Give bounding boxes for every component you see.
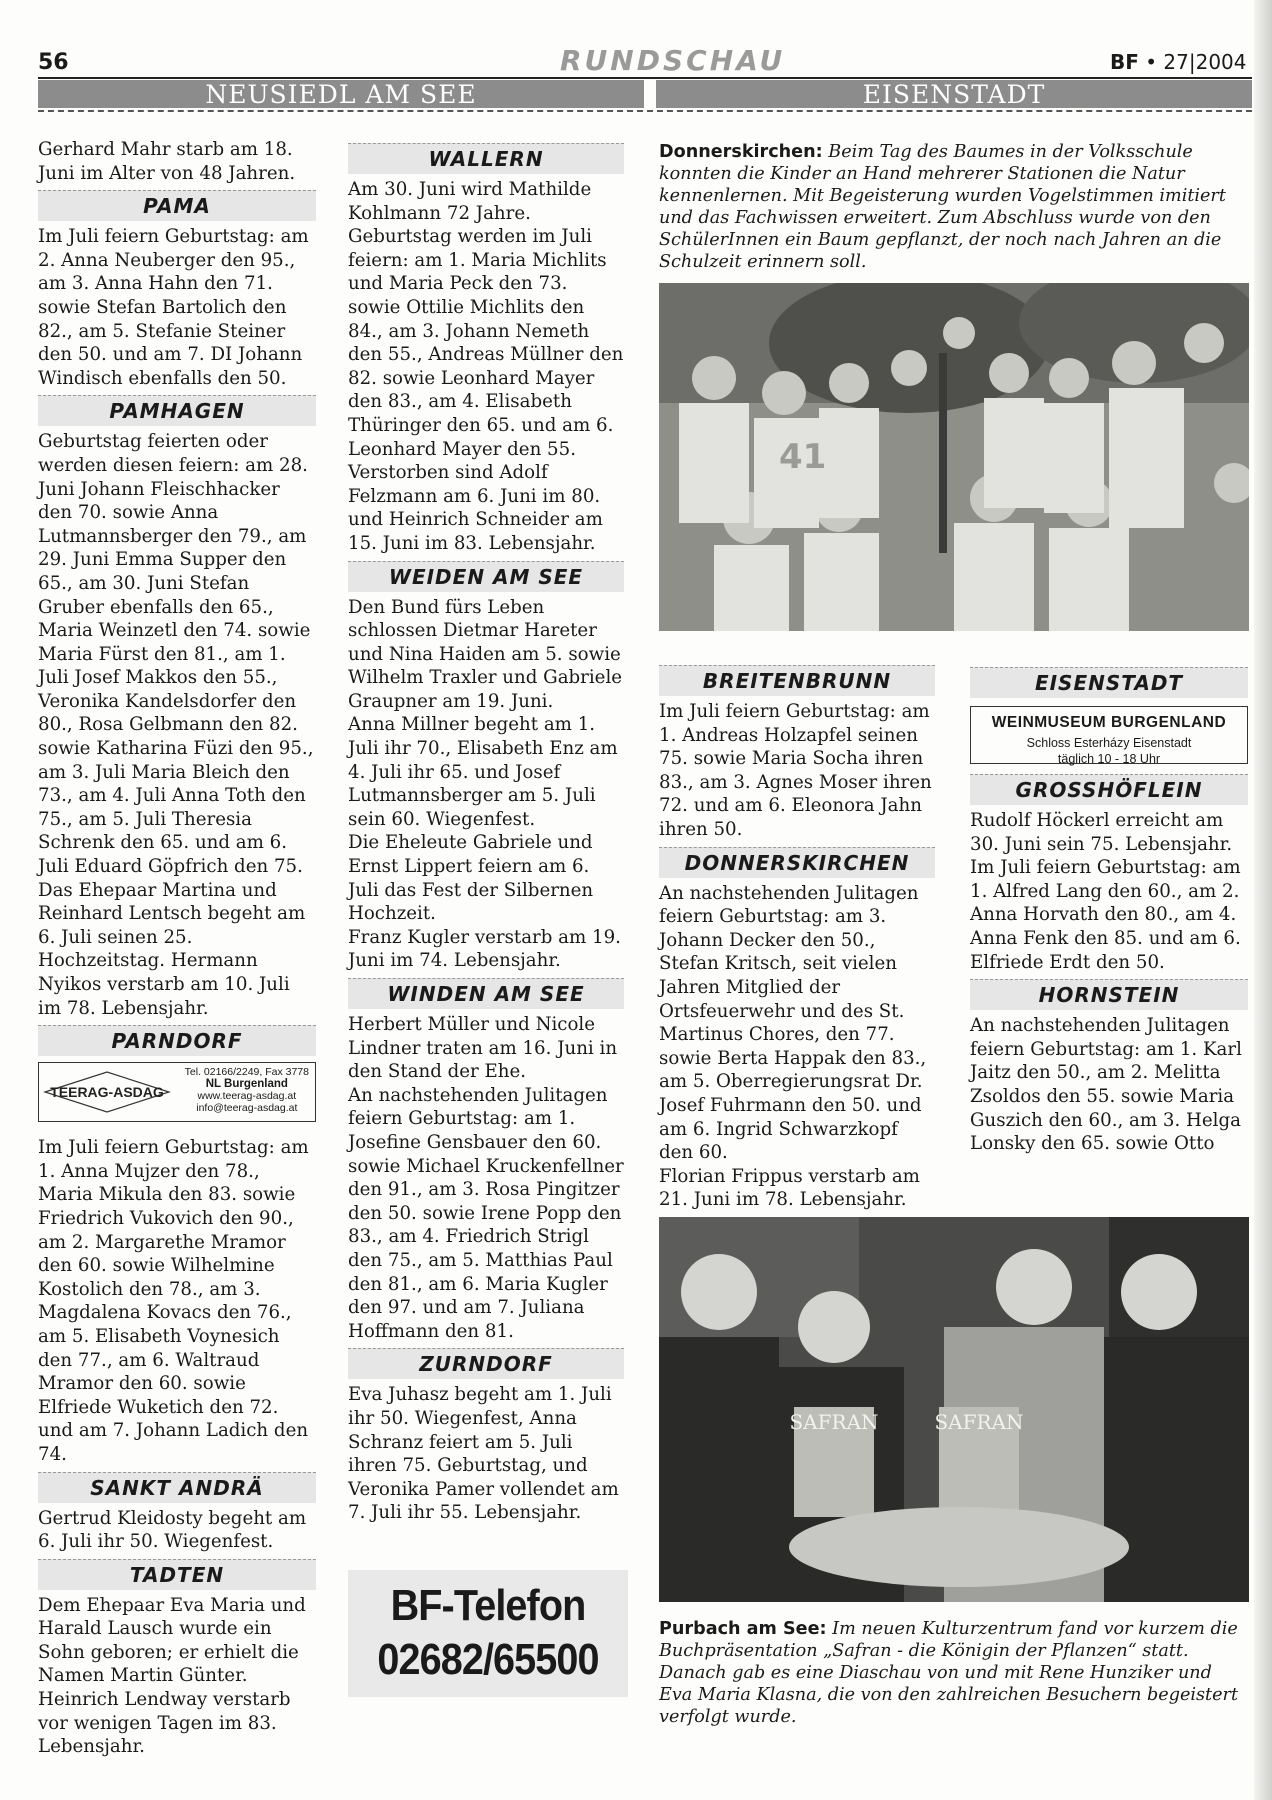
photo-children-tree-planting [659,283,1249,631]
article-text: An nachstehenden Julitagen feiern Geburtstag: am 1. Karl Jaitz den 50., am 2. Melitta Zsoldos den 55. sowie Maria Guszich den 60., am 3. Helga Lonsky den 65. sowie Otto [970,1015,1242,1155]
column-3 [659,660,935,1212]
weinmuseum-location: Schloss Esterházy Eisenstadt [1026,735,1192,750]
header-rule [38,77,1252,79]
region-band-left: NEUSIEDL AM SEE [38,80,644,108]
section-heading-parndorf: PARNDORF [38,1025,316,1056]
article-text: Dem Ehepaar Eva Maria und Harald Lausch wurde ein Sohn geboren; er erhielt die Namen Martin Günter. [38,1594,306,1687]
weinmuseum-ad [970,706,1248,764]
section-heading-grosshoeflein: GROSSHÖFLEIN [970,774,1248,805]
article-text: Den Bund fürs Leben schlossen Dietmar Hareter und Nina Haiden am 5. sowie Wilhelm Traxler und Gabriele Graupner am 19. Juni. [348,596,623,712]
issue-info [1110,50,1247,74]
weinmuseum-title: WEINMUSEUM BURGENLAND [991,714,1227,731]
caption-place: Donnerskirchen: [659,142,823,162]
teerag-branch: NL Burgenland [205,1078,288,1091]
section-heading-winden: WINDEN AM SEE [348,978,624,1009]
section-heading-sankt-andra: SANKT ANDRÄ [38,1472,316,1503]
masthead: RUNDSCHAU [560,44,786,77]
region-band-right: EISENSTADT [656,80,1252,108]
article-text: Im Juli feiern Geburtstag: am 1. Alfred Lang den 60., am 2. Anna Horvath den 80., am 4. Anna Fenk den 85. und am 6. Elfriede Erdt den 50. [970,857,1241,973]
bf-telefon-number: 02682/65500 [377,1635,599,1684]
teerag-ad [38,1062,316,1122]
book-title-left: SAFRAN [789,1410,879,1434]
article-text: Verstorben sind Adolf Felzmann am 6. Juni im 80. und Heinrich Schneider am 15. Juni im 83. Lebensjahr. [348,462,603,554]
article-text: Am 30. Juni wird Mathilde Kohlmann 72 Jahre. [348,179,592,224]
article-text: An nachstehenden Julitagen feiern Geburtstag: am 1. Josefine Gensbauer den 60. sowie Michael Kruckenfellner den 91., am 3. Rosa Pingitzer den 50. sowie Irene Popp den 83., am 4. Friedrich Strigl den 75., am 5. Matthias Paul den 81., am 6. Maria Kugler den 97. und am 7. Juliana Hoffmann den 81. [348,1084,624,1342]
section-heading-wallern: WALLERN [348,143,624,174]
caption-text: Im neuen Kulturzentrum fand vor kurzem die Buchpräsentation „Safran - die Königin der Pflanzen“ statt. Danach gab es eine Diaschau von und mit Rene Hunziker und Eva Maria Klasna, die von den zahlreichen Besuchern begeistert verfolgt wurde. [659,1619,1239,1727]
article-text: Im Juli feiern Geburtstag: am 1. Andreas Holzapfel seinen 75. sowie Maria Socha ihren 83., am 3. Agnes Moser ihren 72. und am 6. Eleonora Jahn ihren 50. [659,701,932,840]
weinmuseum-hours: täglich 10 - 18 Uhr [1057,751,1161,766]
article-text: Gerhard Mahr starb am 18. Juni im Alter von 48 Jahren. [38,139,296,184]
publication-name: BF [1110,50,1139,74]
article-text: Florian Frippus verstarb am 21. Juni im 78. Lebensjahr. [659,1165,920,1211]
caption-text: Beim Tag des Baumes in der Volksschule konnten die Kinder an Hand mehrerer Stationen die Natur kennenlernen. Mit Begeisterung wurden Vogelstimmen imitiert und das Fachwissen erweitert. Zum Abschluss wurde von den SchülerInnen ein Baum gepflanzt, der noch nach Jahren an die Schulzeit erinnern soll. [659,142,1226,272]
section-heading-zurndorf: ZURNDORF [348,1348,624,1379]
section-heading-weiden: WEIDEN AM SEE [348,561,624,592]
section-heading-breitenbrunn: BREITENBRUNN [659,665,935,696]
photo-caption-top [659,141,1249,273]
article-text: Geburtstag feierten oder werden diesen feiern: am 28. Juni Johann Fleischhacker den 70. sowie Anna Lutmannsberger den 79., am 29. Juni Emma Supper den 65., am 30. Juni Stefan Gruber ebenfalls den 65., Maria Weinzetl den 74. sowie Maria Fürst den 81., am 1. Juli Josef Makkos den 55., Veronika Kandelsdorfer den 80., Rosa Gelbmann den 82. sowie Katharina Füzi den 95., am 3. Juli Maria Bleich den 73., am 4. Juli Anna Toth den 75., am 5. Juli Theresia Schrenk den 65. und am 6. Juli Eduard Göpfrich den 75. Das Ehepaar Martina und Reinhard Lentsch begeht am 6. Juli seinen 25. Hochzeitstag. Hermann Nyikos verstarb am 10. Juli im 78. Lebensjahr. [38,431,314,1019]
teerag-web: www.teerag-asdag.at [197,1090,297,1103]
column-2 [348,138,624,1525]
svg-text:41: 41 [779,437,827,477]
bf-telefon-label: BF-Telefon [390,1581,586,1630]
photo-book-presentation [659,1217,1249,1602]
photo-caption-bottom [659,1618,1249,1728]
section-heading-donnerskirchen: DONNERSKIRCHEN [659,847,935,878]
header-dashed-rule [38,110,1252,112]
page-number: 56 [38,50,69,75]
article-text: Herbert Müller und Nicole Lindner traten am 16. Juni in den Stand der Ehe. [348,1014,618,1083]
teerag-logo-text: TEERAG-ASDAG [50,1084,164,1101]
article-text: An nachstehenden Julitagen feiern Geburtstag: am 3. Johann Decker den 50., Stefan Kritsch, seit vielen Jahren Mitglied der Ortsfeuerwehr und des St. Martinus Chores, den 77. sowie Berta Happak den 83., am 5. Oberregierungsrat Dr. Josef Fuhrmann den 50. und am 6. Ingrid Schwarzkopf den 60. [659,882,927,1164]
section-heading-eisenstadt: EISENSTADT [970,667,1248,698]
article-text: Heinrich Lendway verstarb vor wenigen Tagen im 83. Lebensjahr. [38,1689,291,1758]
article-text: Rudolf Höckerl erreicht am 30. Juni sein 75. Lebensjahr. [970,810,1233,855]
teerag-email: info@teerag-asdag.at [196,1102,298,1115]
page-edge-shadow [1254,0,1272,1800]
group-photo-image [659,283,1249,631]
book-title-right: SAFRAN [934,1410,1024,1434]
caption-place: Purbach am See: [659,1619,827,1639]
bf-telefon-box [348,1570,628,1697]
teerag-phone: Tel. 02166/2249, Fax 3778 [184,1066,309,1079]
column-4 [970,662,1248,1156]
article-text: Gertrud Kleidosty begeht am 6. Juli ihr 50. Wiegenfest. [38,1507,307,1553]
article-text: Eva Juhasz begeht am 1. Juli ihr 50. Wiegenfest, Anna Schranz feiert am 5. Juli ihren 75. Geburtstag, und Veronika Pamer vollendet am 7. Juli ihr 55. Lebensjahr. [348,1384,619,1524]
article-text: Anna Millner begeht am 1. Juli ihr 70., Elisabeth Enz am 4. Juli ihr 65. und Josef Lutmannsberger am 5. Juli sein 60. Wiegenfest. [348,714,618,830]
book-presentation-image [659,1217,1249,1602]
article-text: Im Juli feiern Geburtstag: am 1. Anna Mujzer den 78., Maria Mikula den 83. sowie Friedrich Vukovich den 90., am 2. Margarethe Mramor den 60. sowie Wilhelmine Kostolich den 78., am 3. Magdalena Kovacs den 76., am 5. Elisabeth Voynesich den 77., am 6. Waltraud Mramor den 60. sowie Elfriede Wuketich den 72. und am 7. Johann Ladich den 74. [38,1137,309,1465]
issue-separator-icon: • [1145,50,1164,74]
section-heading-tadten: TADTEN [38,1559,316,1590]
article-text: Die Eheleute Gabriele und Ernst Lippert feiern am 6. Juli das Fest der Silbernen Hochzeit. [348,832,594,925]
section-heading-hornstein: HORNSTEIN [970,979,1248,1010]
teerag-logo-icon [43,1070,171,1114]
column-1 [38,138,316,1759]
issue-number: 27|2004 [1163,50,1247,74]
article-text: Franz Kugler verstarb am 19. Juni im 74. Lebensjahr. [348,926,621,972]
section-heading-pamhagen: PAMHAGEN [38,395,316,426]
section-heading-pama: PAMA [38,190,316,221]
article-text: Im Juli feiern Geburtstag: am 2. Anna Neuberger den 95., am 3. Anna Hahn den 71. sowie Stefan Bartolich den 82., am 5. Stefanie Steiner den 50. und am 7. DI Johann Windisch ebenfalls den 50. [38,226,309,389]
article-text: Geburtstag werden im Juli feiern: am 1. Maria Michlits und Maria Peck den 73. sowie Ottilie Michlits den 84., am 3. Johann Nemeth den 55., Andreas Müllner den 82. sowie Leonhard Mayer den 83., am 4. Elisabeth Thüringer den 65. und am 6. Leonhard Mayer den 55. [348,226,624,460]
teerag-contact [185,1066,309,1114]
